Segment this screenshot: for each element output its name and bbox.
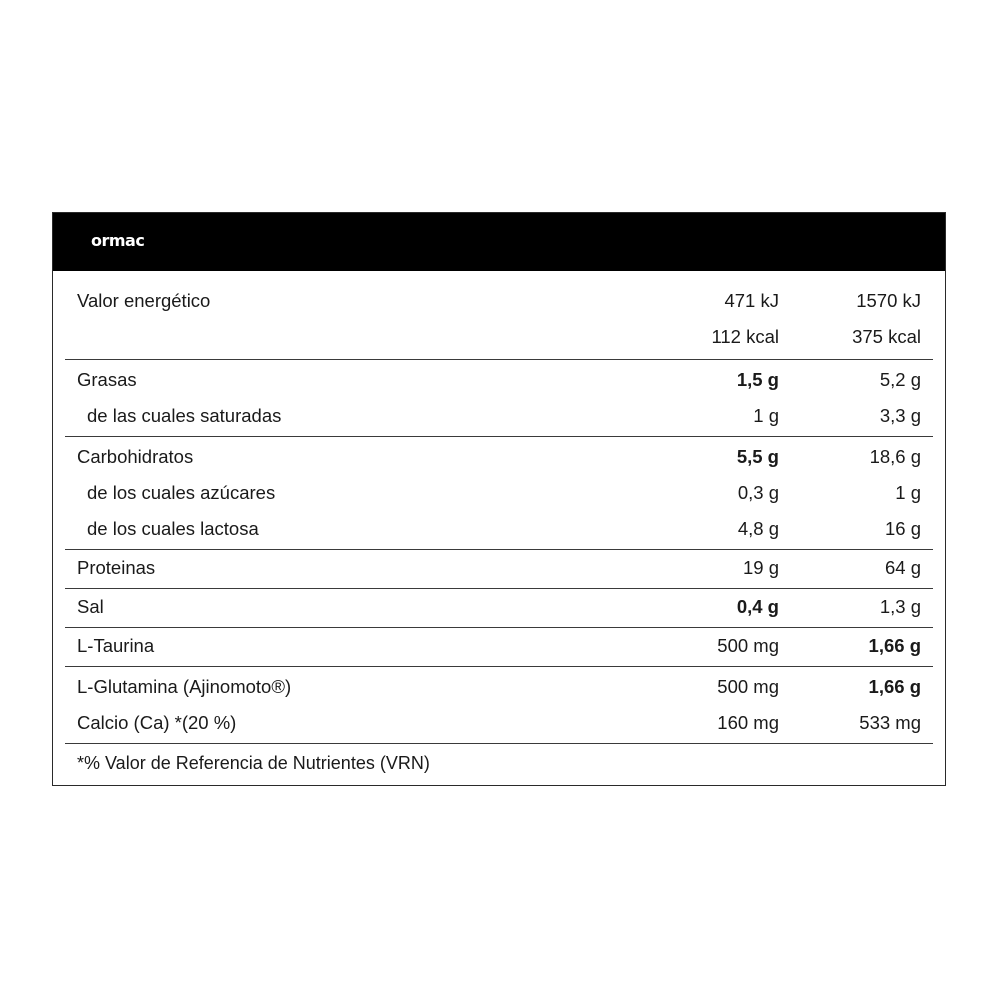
nutrition-table (52, 212, 946, 786)
value-per-serving: 112 kcal (711, 326, 779, 347)
row-fat (53, 362, 945, 398)
row-protein (53, 550, 945, 586)
header-title: ormac (91, 231, 145, 250)
value-per-100g: 375 kcal (852, 326, 921, 347)
table-body (53, 271, 945, 782)
row-label: Calcio (Ca) *(20 %) (77, 712, 237, 733)
row-glutamine (53, 669, 945, 705)
value-per-serving: 5,5 g (736, 446, 779, 467)
row-label: de las cuales saturadas (87, 405, 282, 426)
row-divider (65, 666, 933, 667)
row-energy-kcal (53, 319, 945, 355)
row-label: Grasas (77, 369, 137, 390)
value-per-100g: 18,6 g (869, 446, 921, 467)
row-label: Sal (77, 596, 104, 617)
row-sugars (53, 475, 945, 511)
row-saturated-fat (53, 398, 945, 434)
value-per-100g: 16 g (884, 518, 921, 539)
row-label: L-Glutamina (Ajinomoto®) (77, 676, 292, 697)
footnote (53, 744, 945, 782)
value-per-100g: 1 g (895, 482, 921, 503)
value-per-100g: 5,2 g (879, 369, 921, 390)
table-header (53, 213, 945, 271)
value-per-serving: 19 g (742, 557, 779, 578)
row-label: Proteinas (77, 557, 156, 578)
value-per-serving: 160 mg (717, 712, 779, 733)
row-lactose (53, 511, 945, 547)
row-label: L-Taurina (77, 635, 155, 656)
row-carbohydrates (53, 439, 945, 475)
row-salt (53, 589, 945, 625)
value-per-serving: 500 mg (717, 635, 779, 656)
value-per-100g: 533 mg (859, 712, 921, 733)
value-per-100g: 64 g (884, 557, 921, 578)
value-per-100g: 1,3 g (879, 596, 921, 617)
row-divider (65, 359, 933, 360)
value-per-100g: 1,66 g (868, 676, 921, 697)
value-per-serving: 0,3 g (737, 482, 779, 503)
value-per-serving: 500 mg (717, 676, 779, 697)
row-label: de los cuales azúcares (87, 482, 276, 503)
value-per-100g: 1,66 g (868, 635, 921, 656)
value-per-serving: 0,4 g (736, 596, 779, 617)
row-label: de los cuales lactosa (87, 518, 259, 539)
row-taurine (53, 628, 945, 664)
row-label: Valor energético (77, 290, 211, 311)
row-energy-kj (53, 283, 945, 319)
value-per-serving: 1,5 g (736, 369, 779, 390)
value-per-100g: 3,3 g (879, 405, 921, 426)
footnote-text: *% Valor de Referencia de Nutrientes (VRN) (77, 753, 430, 773)
row-calcium (53, 705, 945, 741)
value-per-serving: 471 kJ (724, 290, 779, 311)
value-per-serving: 1 g (753, 405, 779, 426)
value-per-100g: 1570 kJ (856, 290, 921, 311)
row-divider (65, 436, 933, 437)
value-per-serving: 4,8 g (737, 518, 779, 539)
row-label: Carbohidratos (77, 446, 194, 467)
